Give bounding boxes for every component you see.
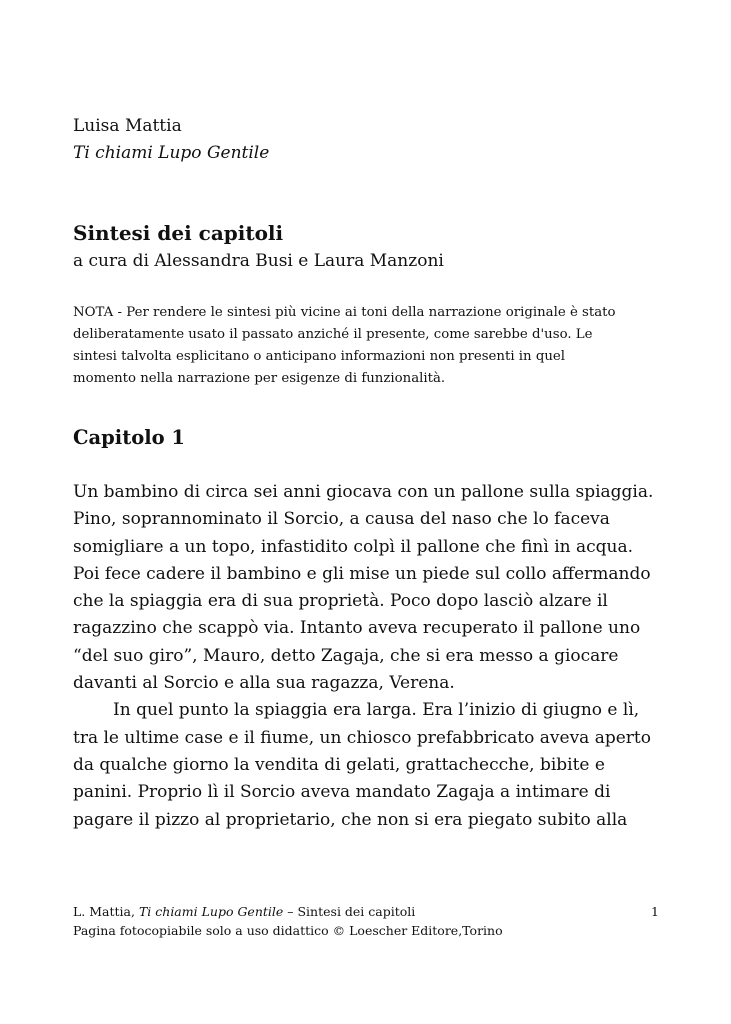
book-title: Ti chiami Lupo Gentile [73, 143, 270, 163]
body-line: che la spiaggia era di sua proprietà. Poco dopo lasciò alzare il [73, 591, 608, 612]
body-line: Pino, soprannominato il Sorcio, a causa del naso che lo faceva [73, 509, 610, 530]
curators-line: a cura di Alessandra Busi e Laura Manzoni [73, 251, 444, 271]
footer-line-credit [73, 902, 663, 921]
body-line: tra le ultime case e il fiume, un chiosco prefabbricato aveva aperto [73, 727, 651, 748]
body-line: pagare il pizzo al proprietario, che non si era piegato subito alla [73, 809, 628, 830]
page-footer [73, 902, 663, 940]
footer-book-title: Ti chiami Lupo Gentile [138, 904, 284, 919]
page-number: 1 [651, 904, 659, 919]
section-title: Sintesi dei capitoli [73, 221, 284, 245]
body-line: Un bambino di circa sei anni giocava con un pallone sulla spiaggia. [73, 482, 654, 502]
body-line: somigliare a un topo, infastidito colpì il pallone che finì in acqua. [73, 536, 634, 557]
note-line: NOTA - Per rendere le sintesi più vicine ai toni della narrazione originale è stato [73, 305, 616, 320]
body-line: ragazzino che scappò via. Intanto aveva recuperato il pallone uno [73, 618, 641, 639]
note-paragraph [73, 302, 663, 390]
footer-prefix: L. Mattia, [73, 904, 139, 919]
body-line: panini. Proprio lì il Sorcio aveva mandato Zagaja a intimare di [73, 782, 611, 803]
body-line: “del suo giro”, Mauro, detto Zagaja, che si era messo a giocare [73, 645, 619, 666]
author-name: Luisa Mattia [73, 116, 182, 136]
footer-suffix: – Sintesi dei capitoli [283, 904, 416, 919]
chapter-title: Capitolo 1 [73, 426, 185, 449]
chapter-body [73, 479, 663, 834]
note-line: momento nella narrazione per esigenze di funzionalità. [73, 371, 446, 386]
body-line: davanti al Sorcio e alla sua ragazza, Verena. [73, 673, 455, 694]
body-line: da qualche giorno la vendita di gelati, grattachecche, bibite e [73, 754, 605, 775]
note-line: sintesi talvolta esplicitano o anticipano informazioni non presenti in quel [73, 349, 566, 364]
body-line: In quel punto la spiaggia era larga. Era l’inizio di giugno e lì, [113, 700, 640, 721]
body-line: Poi fece cadere il bambino e gli mise un piede sul collo affermando [73, 563, 651, 584]
footer-line-copyright: Pagina fotocopiabile solo a uso didattico © Loescher Editore,Torino [73, 923, 503, 938]
note-line: deliberatamente usato il passato anziché il presente, come sarebbe d'uso. Le [73, 327, 593, 342]
